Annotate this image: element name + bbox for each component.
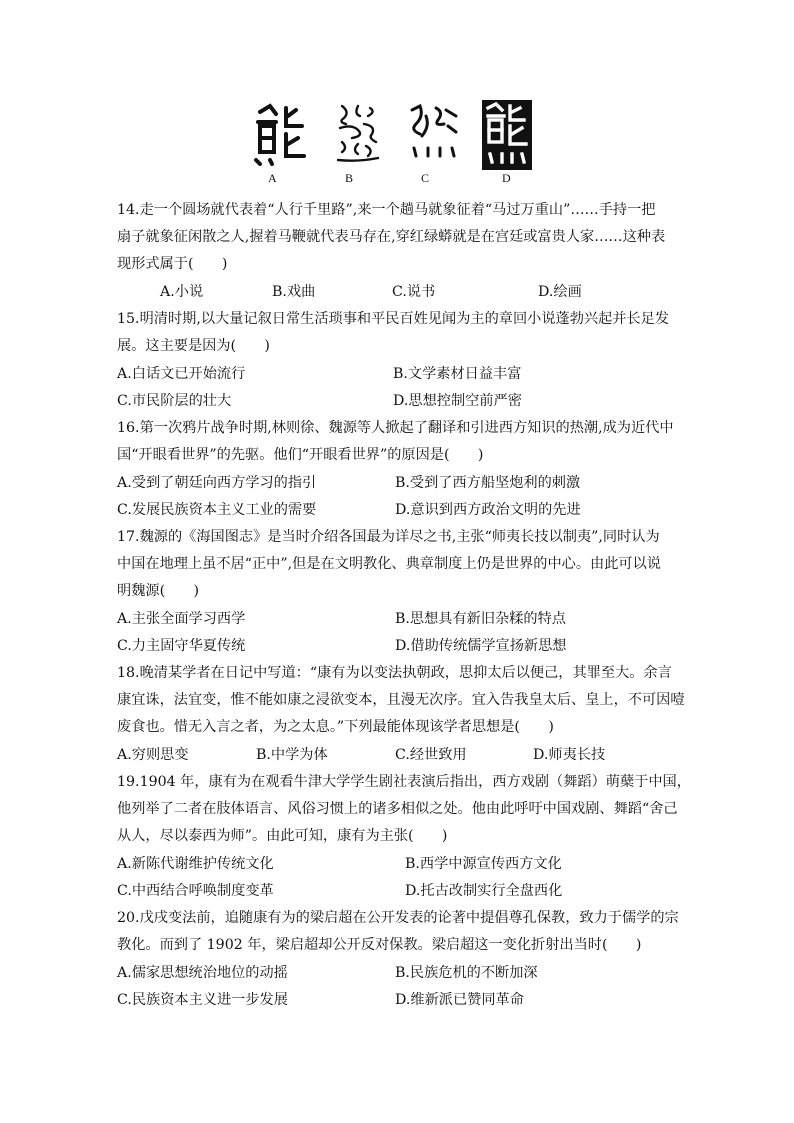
q18-option-b: B.中学为体 <box>256 747 328 763</box>
q15-option-a: A.白话文已开始流行 <box>117 366 246 382</box>
q19-line-3: 从人，尽以泰西为师”。由此可知，康有为主张( ) <box>117 828 448 844</box>
q17-option-d: D.借助传统儒学宣扬新思想 <box>395 638 567 654</box>
q20-option-c: C.民族资本主义进一步发展 <box>117 992 288 1008</box>
q14-line-3: 现形式属于( ) <box>117 256 228 272</box>
figure-label-d: D <box>502 171 511 185</box>
q19-option-a: A.新陈代谢维护传统文化 <box>117 856 274 872</box>
q20-option-b: B.民族危机的不断加深 <box>395 965 538 981</box>
calligraphy-glyph-a-icon <box>252 102 312 166</box>
q18-option-a: A.穷则思变 <box>117 747 189 763</box>
q18-option-c: C.经世致用 <box>395 747 467 763</box>
q19-option-d: D.托古改制实行全盘西化 <box>405 883 563 899</box>
figure-label-c: C <box>421 171 430 185</box>
calligraphy-glyph-d-icon <box>482 100 532 170</box>
q16-line-2: 国“开眼看世界”的先驱。他们“开眼看世界”的原因是( ) <box>117 447 484 463</box>
q18-line-2: 康宜诛，法宜变，惟不能如康之浸欲变本，且漫无次序。宜入告我皇太后、皇上，不可因噎 <box>117 692 685 708</box>
q16-line-1: 16.第一次鸦片战争时期,林则徐、魏源等人掀起了翻译和引进西方知识的热潮,成为近代中 <box>117 420 674 436</box>
figure-label-a: A <box>268 171 277 185</box>
q15-option-d: D.思想控制空前严密 <box>393 393 522 409</box>
q19-option-b: B.西学中源宣传西方文化 <box>405 856 562 872</box>
q19-option-c: C.中西结合呼唤制度变革 <box>117 883 274 899</box>
q14-option-d: D.绘画 <box>538 284 582 300</box>
q14-option-c: C.说书 <box>392 284 436 300</box>
calligraphy-glyph-c-icon <box>404 102 464 166</box>
q15-line-1: 15.明清时期,以大量记叙日常生活琐事和平民百姓见闻为主的章回小说蓬勃兴起并长足发 <box>117 311 670 327</box>
q17-line-3: 明魏源( ) <box>117 583 200 599</box>
q20-line-1: 20.戊戌变法前，追随康有为的梁启超在公开发表的论著中提倡尊孔保教，致力于儒学的宗 <box>117 910 679 926</box>
q17-line-1: 17.魏源的《海国图志》是当时介绍各国最为详尽之书,主张“师夷长技以制夷”,同时认为 <box>117 529 660 545</box>
q15-option-c: C.市民阶层的壮大 <box>117 393 232 409</box>
q20-option-d: D.维新派已赞同革命 <box>395 992 524 1008</box>
q16-option-c: C.发展民族资本主义工业的需要 <box>117 502 317 518</box>
q15-option-b: B.文学素材日益丰富 <box>393 366 522 382</box>
q14-line-2: 扇子就象征闲散之人,握着马鞭就代表马存在,穿红绿蟒就是在宫廷或富贵人家……这种表 <box>117 229 666 245</box>
q17-option-c: C.力主固守华夏传统 <box>117 638 246 654</box>
calligraphy-figure <box>240 98 540 190</box>
q14-line-1: 14.走一个圆场就代表着“人行千里路”,来一个趟马就象征着“马过万重山”……手持一把 <box>117 202 656 218</box>
calligraphy-glyph-b-icon <box>328 102 388 166</box>
q17-option-b: B.思想具有新旧杂糅的特点 <box>395 611 566 627</box>
q19-line-1: 19.1904 年，康有为在观看牛津大学学生剧社表演后指出，西方戏剧（舞蹈）萌蘖于中国， <box>117 774 691 790</box>
q18-line-3: 废食也。惜无入言之者，为之太息。”下列最能体现该学者思想是( ) <box>117 719 554 735</box>
q20-option-a: A.儒家思想统治地位的动摇 <box>117 965 288 981</box>
q16-option-a: A.受到了朝廷向西方学习的指引 <box>117 475 317 491</box>
q15-line-2: 展。这主要是因为( ) <box>117 338 270 354</box>
q16-option-d: D.意识到西方政治文明的先进 <box>395 502 581 518</box>
q17-option-a: A.主张全面学习西学 <box>117 611 246 627</box>
q18-line-1: 18.晚清某学者在日记中写道：“康有为以变法执朝政，思抑太后以便己，其罪至大。余言 <box>117 665 672 681</box>
q20-line-2: 教化。而到了 1902 年，梁启超却公开反对保教。梁启超这一变化折射出当时( ) <box>117 937 642 953</box>
q14-option-b: B.戏曲 <box>272 284 316 300</box>
q14-option-a: A.小说 <box>160 284 204 300</box>
q16-option-b: B.受到了西方船坚炮利的刺激 <box>395 475 581 491</box>
q18-option-d: D.师夷长技 <box>533 747 606 763</box>
q17-line-2: 中国在地理上虽不居“正中”,但是在文明教化、典章制度上仍是世界的中心。由此可以说 <box>117 556 661 572</box>
figure-label-b: B <box>345 171 354 185</box>
q19-line-2: 他列举了二者在肢体语言、风俗习惯上的诸多相似之处。他由此呼吁中国戏剧、舞蹈“舍己 <box>117 801 678 817</box>
